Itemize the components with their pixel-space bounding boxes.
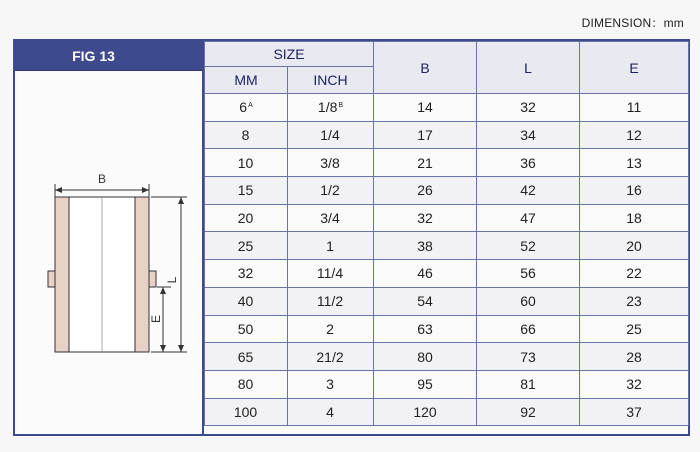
label-e: E [149,314,163,324]
cell-mm [205,177,288,205]
cell-e [580,398,689,426]
cell-l [477,94,580,122]
cell-mm [205,287,288,315]
table-row [205,94,689,122]
cell-l [477,260,580,288]
cell-e-value: 32 [626,376,642,393]
table-row [205,315,689,343]
cell-e-value: 28 [626,348,642,365]
cell-l-value: 81 [520,376,536,393]
cell-b-value: 38 [417,237,433,254]
cell-l-value: 47 [520,210,536,227]
cell-mm-value: 100 [233,403,258,420]
cell-l-value: 73 [520,348,536,365]
cell-inch-value: 3 [326,376,334,393]
table-row [205,121,689,149]
cell-mm-value: 50 [237,320,254,337]
cell-l-value: 32 [520,99,536,116]
cell-e [580,343,689,371]
cell-l [477,398,580,426]
cell-mm-value: 8 [241,127,250,144]
cell-e [580,370,689,398]
cell-mm [205,94,288,122]
table-row [205,343,689,371]
cell-mm [205,398,288,426]
cell-b [374,398,477,426]
cell-inch [288,315,374,343]
cell-l-value: 36 [520,154,536,171]
header-l: L [477,42,580,94]
cell-mm-value: 25 [237,237,254,254]
cell-e-value: 25 [626,320,642,337]
cell-inch [288,260,374,288]
cell-inch [288,149,374,177]
cell-l-value: 66 [520,320,536,337]
cell-l [477,343,580,371]
cell-inch-value: 11/2 [316,293,344,310]
cell-l [477,177,580,205]
cell-b [374,370,477,398]
cell-inch-value: 1/4 [320,127,340,144]
dimension-b [55,172,149,197]
cell-mm-value: 15 [237,182,254,199]
cell-mm [205,260,288,288]
cell-mm [205,232,288,260]
cell-inch [288,287,374,315]
cell-b [374,149,477,177]
cell-inch-value: 1/8 [317,99,338,116]
cell-l [477,121,580,149]
cell-e [580,149,689,177]
cell-mm [205,370,288,398]
cell-e-value: 12 [626,127,642,144]
spec-sheet-frame [13,39,690,436]
table-row [205,370,689,398]
cell-b-value: 80 [417,348,433,365]
cell-inch [288,177,374,205]
cell-mm-value: 20 [237,210,254,227]
cell-inch [288,204,374,232]
cell-inch-value: 4 [326,403,334,420]
cell-b-value: 95 [417,376,433,393]
cell-e-value: 11 [626,99,642,116]
figure-title: FIG 13 [15,41,202,71]
cell-e [580,177,689,205]
cell-e [580,94,689,122]
cell-inch-value: 3/8 [320,154,340,171]
table-row [205,260,689,288]
cell-b-value: 14 [417,99,433,116]
cell-e [580,121,689,149]
cell-l [477,232,580,260]
figure-panel [15,41,204,434]
cell-b-value: 54 [417,293,433,310]
cell-b [374,315,477,343]
cell-e-value: 16 [626,182,642,199]
cell-b-value: 26 [417,182,433,199]
cell-l-value: 92 [520,403,536,420]
cell-b [374,204,477,232]
cell-b-value: 17 [417,127,433,144]
cell-b [374,232,477,260]
cell-b [374,177,477,205]
cell-l [477,370,580,398]
header-b: B [374,42,477,94]
cell-inch-value: 1/2 [320,182,340,199]
cell-inch [288,370,374,398]
cell-mm [205,343,288,371]
cell-e-value: 23 [626,293,642,310]
cell-mm-footnote-mark: A [248,101,253,109]
cell-l-value: 42 [520,182,536,199]
cell-mm-value: 10 [237,154,254,171]
cell-mm-value: 32 [237,265,254,282]
cell-inch [288,398,374,426]
cell-e-value: 37 [626,403,642,420]
cell-e-value: 18 [626,210,642,227]
label-l: L [165,276,179,284]
cell-e-value: 22 [626,265,642,282]
cell-inch-value: 3/4 [320,210,340,227]
table-row [205,232,689,260]
cell-e [580,287,689,315]
cell-l [477,204,580,232]
cell-mm-value: 6 [239,99,248,116]
cell-inch-footnote-mark: B [338,101,344,109]
label-b: B [97,172,107,186]
cell-l-value: 34 [520,127,536,144]
cell-inch-value: 11/4 [316,265,344,282]
cell-mm [205,204,288,232]
cell-l [477,287,580,315]
dimension-table [204,41,689,426]
cell-b-value: 63 [417,320,433,337]
cell-inch [288,232,374,260]
cell-inch-value: 1 [326,237,334,254]
cell-l-value: 60 [520,293,536,310]
header-mm: MM [205,67,288,94]
cell-l [477,149,580,177]
table-row [205,204,689,232]
cell-l-value: 56 [520,265,536,282]
cell-inch [288,94,374,122]
table-row [205,177,689,205]
cell-b [374,121,477,149]
cell-mm [205,121,288,149]
cell-e [580,315,689,343]
dimension-unit-note: DIMENSION：mm [581,16,684,30]
hex-nipple-drawing [15,72,202,434]
cell-e [580,232,689,260]
cell-inch [288,121,374,149]
cell-b [374,94,477,122]
cell-e-value: 13 [626,154,642,171]
table-row [205,398,689,426]
cell-mm [205,149,288,177]
cell-l-value: 52 [520,237,536,254]
cell-b [374,260,477,288]
fitting-body [48,197,156,352]
cell-mm-value: 80 [237,376,254,393]
cell-inch-value: 21/2 [316,348,344,365]
header-e: E [580,42,689,94]
cell-b-value: 46 [417,265,433,282]
dimension-e [149,287,171,352]
cell-b [374,287,477,315]
cell-b-value: 21 [417,154,433,171]
cell-mm [205,315,288,343]
cell-mm-value: 40 [237,293,254,310]
cell-e-value: 20 [626,237,642,254]
cell-b-value: 120 [413,403,437,420]
cell-e [580,204,689,232]
cell-b-value: 32 [417,210,433,227]
cell-mm-value: 65 [237,348,254,365]
cell-inch-value: 2 [326,320,334,337]
cell-e [580,260,689,288]
header-inch: INCH [288,67,374,94]
cell-b [374,343,477,371]
table-row [205,287,689,315]
header-size: SIZE [205,42,374,67]
cell-inch [288,343,374,371]
table-row [205,149,689,177]
cell-l [477,315,580,343]
